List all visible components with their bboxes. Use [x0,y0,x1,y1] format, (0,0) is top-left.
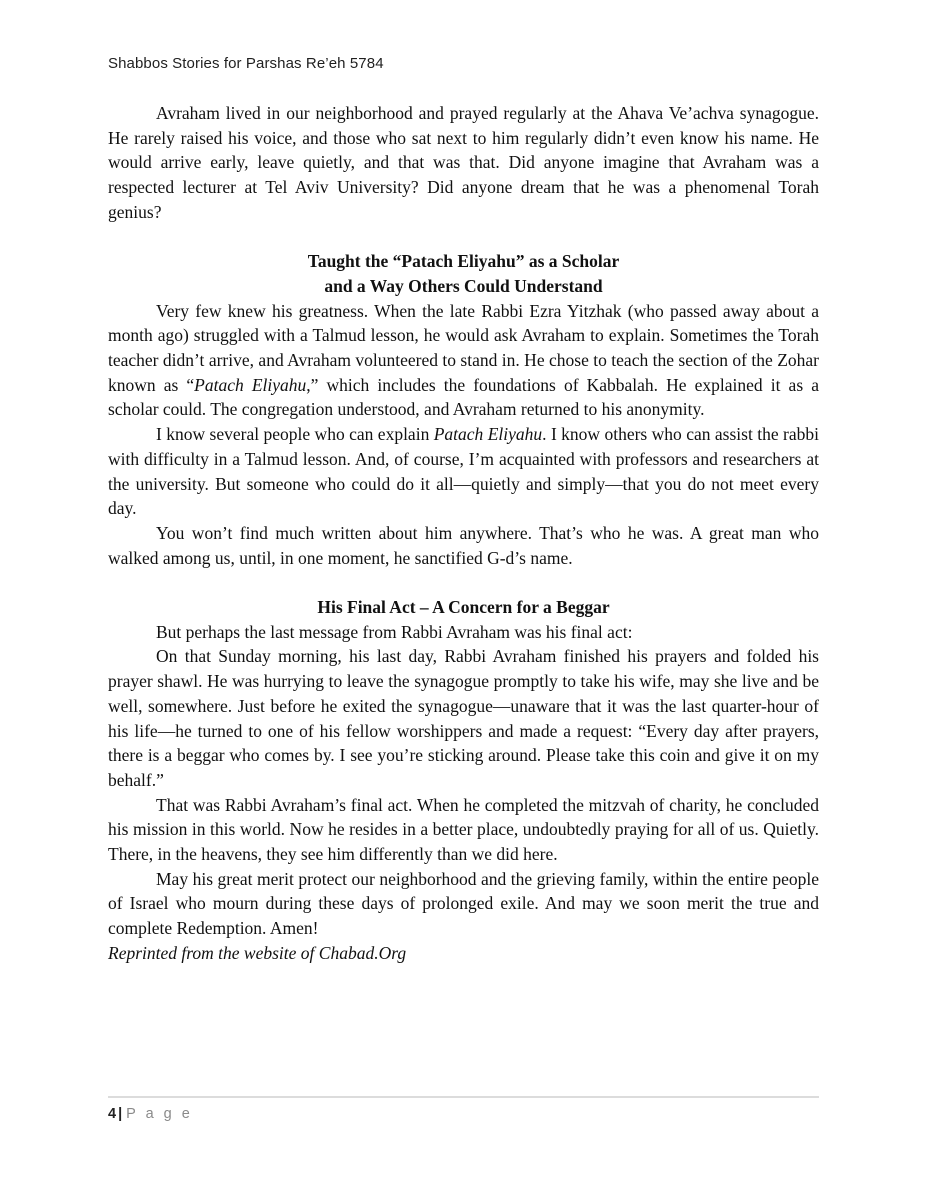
paragraph-wont-find-much: You won’t find much written about him anywhere. That’s who he was. A great man who walked among us, until, in one moment, he sanctified G-d’s name. [108,522,819,568]
document-header-title: Shabbos Stories for Parshas Re’eh 5784 [108,55,384,72]
text-run: . I know others who can assist the rabbi with difficulty in a Talmud lesson. And, of course, I’m acquainted with professors and researchers at the university. But someone who could do it all—quietly and simply—that you do not meet every day. [108,424,819,519]
paragraph-greatness [108,299,819,423]
paragraph-avraham-intro: Avraham lived in our neighborhood and prayed regularly at the Ahava Ve’achva synagogue. He rarely raised his voice, and those who sat next to him regularly didn’t even know his name. He would arrive early, leave quietly, and that was that. Did anyone imagine that Avraham was a respected lecturer at Tel Aviv University? Did anyone dream that he was a phenomenal Torah genius? [108,103,819,222]
footer-separator: | [118,1106,123,1122]
paragraph-final-act-mitzvah: That was Rabbi Avraham’s final act. When he completed the mitzvah of charity, he concluded his mission in this world. Now he resides in a better place, undoubtedly praying for all of us. Quietly. There, in the heavens, they see him differently than we did here. [108,794,819,865]
italic-run-patach-eliyahu: Patach Eliyahu [433,424,543,445]
text-run: ,” which includes the foundations of Kabbalah. He explained it as a scholar could. The congregation understood, and Avraham returned to his anonymity. [108,374,819,420]
heading-line-2: and a Way Others Could Understand [324,275,603,296]
text-run: Very few knew his greatness. When the late Rabbi Ezra Yitzhak (who passed away about a month ago) struggled with a Talmud lesson, he would ask Avraham to explain. Sometimes the Torah teacher didn’t arrive, and Avraham volunteered to stand in. He chose to teach the section of the Zohar known as “ [108,300,819,395]
paragraph-sunday-morning: On that Sunday morning, his last day, Rabbi Avraham finished his prayers and folded his prayer shawl. He was hurrying to leave the synagogue promptly to take his wife, may she live and be well, somewhere. Just before he exited the synagogue—unaware that it was the last quarter-hour of his life—he turned to one of his fellow worshippers and made a request: “Every day after prayers, there is a beggar who comes by. I see you’re sticking around. Please take this coin and give it on my behalf.” [108,646,819,790]
page-footer [108,1096,819,1122]
footer-page-label: P a g e [126,1106,193,1122]
heading-line-1: Taught the “Patach Eliyahu” as a Scholar [307,251,620,272]
attribution-line: Reprinted from the website of Chabad.Org [108,942,407,963]
paragraph-great-merit: May his great merit protect our neighborhood and the grieving family, within the entire people of Israel who mourn during these days of prolonged exile. And may we soon merit the true and complete Redemption. Amen! [108,868,819,939]
section-heading-patach-eliyahu [108,249,819,298]
paragraph-i-know-several [108,422,819,521]
paragraph-last-message: But perhaps the last message from Rabbi Avraham was his final act: [156,621,633,642]
section-heading-final-act: His Final Act – A Concern for a Beggar [317,597,610,618]
page-number: 4 [108,1106,117,1122]
document-body [108,101,819,966]
text-run: I know several people who can explain [156,424,434,445]
italic-run-patach-eliyahu: Patach Eliyahu [194,374,307,395]
